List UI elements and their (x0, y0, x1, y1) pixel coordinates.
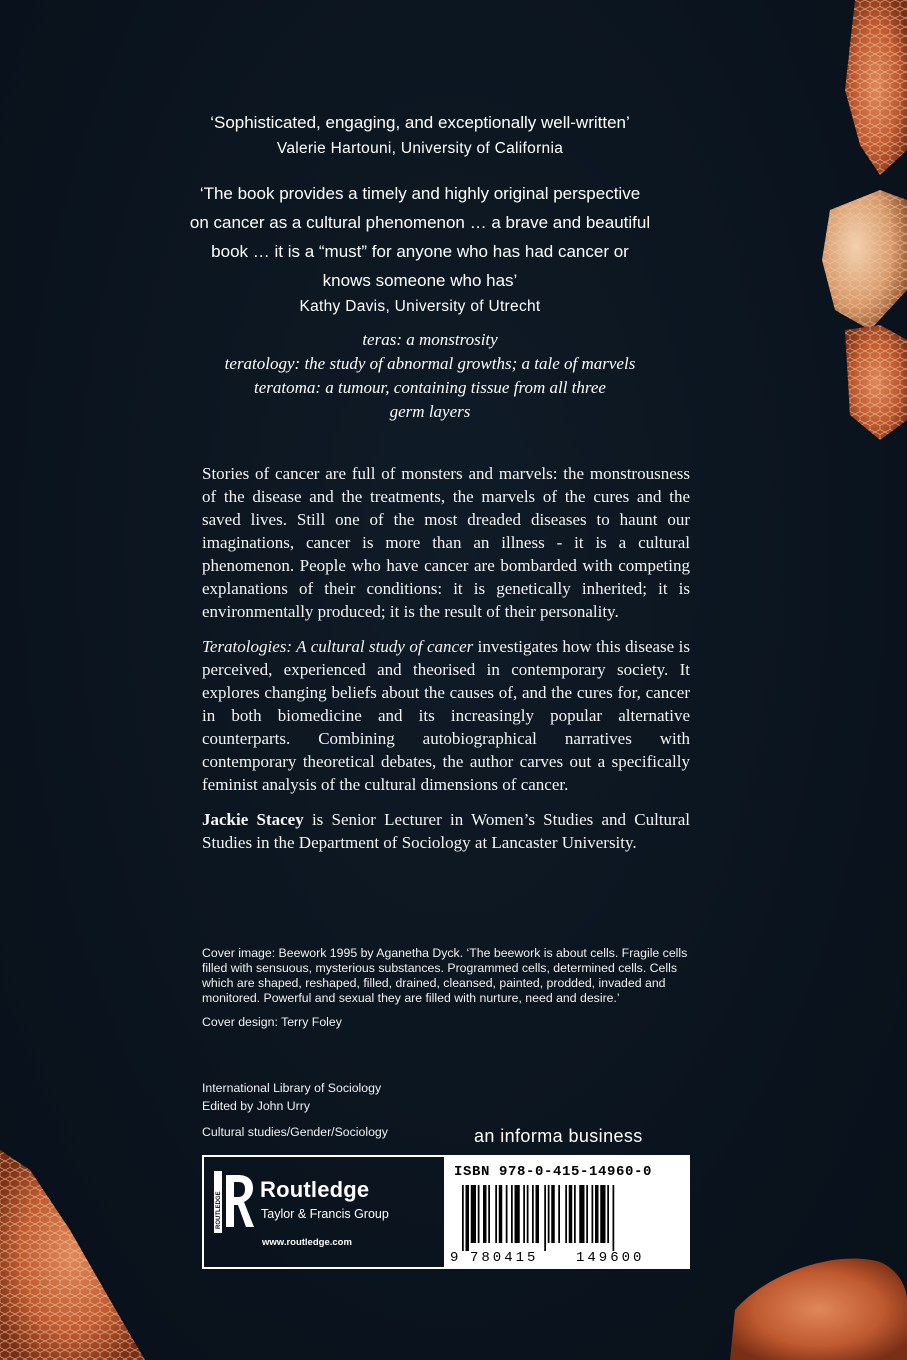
barcode-bar (613, 1185, 615, 1251)
barcode-bar (495, 1185, 497, 1243)
barcode-bar (551, 1185, 555, 1243)
definition-line: teratology: the study of abnormal growths; a tale of marvels (224, 354, 636, 373)
barcode-bar (592, 1185, 594, 1243)
barcode-bar (532, 1185, 534, 1243)
review-attribution-2: Kathy Davis, University of Utrecht (299, 298, 541, 315)
series-info (202, 1079, 502, 1141)
barcode-bar (471, 1185, 476, 1243)
barcode-bar (544, 1185, 546, 1251)
description-paragraph-2-text: investigates how this disease is perceived, experienced and theorised in contemporary society. It explores changing beliefs about the causes of, and the cures for, cancer in both biomedicine and its increasingly popular alternative counterparts. Combining autobiographical narratives with contemporary theoretical debates, the author carves out a specifically feminist analysis of the cultural dimensions of cancer. (202, 637, 690, 794)
author-bio (202, 808, 690, 854)
barcode-digit-first: 9 (450, 1250, 459, 1263)
barcode-panel (444, 1157, 688, 1267)
barcode-bar (548, 1185, 550, 1243)
barcode-bar (569, 1185, 573, 1243)
barcode-bar (586, 1185, 588, 1243)
barcode-bar (499, 1185, 503, 1243)
author-bio-text: is Senior Lecturer in Women’s Studies and Cultural Studies in the Department of Sociology at Lancaster University. (202, 810, 690, 852)
barcode-bars (462, 1185, 614, 1251)
barcode-bar (511, 1185, 513, 1243)
review-quote-2-line: ‘The book provides a timely and highly original perspective (199, 184, 641, 203)
barcode-bar (600, 1185, 605, 1243)
author-name: Jackie Stacey (202, 810, 304, 829)
definition-line: teratoma: a tumour, containing tissue from all three (254, 378, 606, 397)
review-quotes (150, 110, 690, 319)
definitions (170, 328, 690, 424)
publisher-logo-area (204, 1157, 444, 1267)
definition-line: germ layers (389, 402, 471, 421)
barcode-bar (523, 1185, 525, 1243)
review-quote-2-line: book … it is a “must” for anyone who has had cancer or (211, 242, 629, 261)
isbn-number: ISBN 978-0-415-14960-0 (454, 1164, 653, 1180)
barcode-bar (579, 1185, 584, 1243)
barcode-bar (488, 1185, 490, 1243)
review-quote-1: ‘Sophisticated, engaging, and exceptionally well-written’ (210, 113, 630, 132)
barcode-bar (607, 1185, 609, 1243)
publisher-group: Taylor & Francis Group (261, 1207, 389, 1221)
routledge-logo-icon (214, 1171, 254, 1233)
book-description (202, 462, 690, 866)
review-quote-2-line: knows someone who has’ (322, 271, 518, 290)
subject-categories: Cultural studies/Gender/Sociology (202, 1125, 388, 1139)
barcode-bar (565, 1185, 567, 1243)
book-title: Teratologies: A cultural study of cancer (202, 637, 474, 656)
series-editor: Edited by John Urry (202, 1099, 310, 1113)
cover-credits (202, 946, 692, 1039)
barcode-bar (515, 1185, 520, 1243)
review-attribution-1: Valerie Hartouni, University of California (276, 140, 564, 157)
barcode-bar (574, 1185, 576, 1243)
description-paragraph-2 (202, 635, 690, 796)
barcode-bar (506, 1185, 508, 1243)
logo-spine-text: ROUTLEDGE (216, 1191, 222, 1229)
barcode-bar (478, 1185, 480, 1243)
barcode-bar (595, 1185, 599, 1243)
barcode-bar (462, 1185, 464, 1251)
definition-line: teras: a monstrosity (362, 330, 498, 349)
review-quote-2-line: on cancer as a cultural phenomenon … a brave and beautiful (189, 213, 651, 232)
cover-design-credit: Cover design: Terry Foley (202, 1015, 342, 1029)
cover-image-credit: Cover image: Beework 1995 by Aganetha Dyck. ‘The beework is about cells. Fragile cells filled with sensuous, mysterious substances. Programmed cells, determined cells. Cells which are shaped, reshaped, filled, drained, cleansed, painted, prodded, invaded and monitored. Powerful and sexual they are filled with nurture, need and desire.’ (202, 946, 688, 1005)
barcode-digit-group-2: 149600 (576, 1250, 645, 1263)
barcode-bar (466, 1185, 470, 1251)
review-quote-2 (150, 179, 690, 295)
barcode-bar (558, 1185, 560, 1243)
barcode-bar (483, 1185, 487, 1243)
publisher-name: Routledge (260, 1177, 370, 1202)
barcode-bar (527, 1185, 529, 1243)
barcode-bar (536, 1185, 540, 1243)
series-name: International Library of Sociology (202, 1081, 382, 1095)
isbn-barcode (448, 1185, 684, 1263)
publisher-box (202, 1155, 690, 1269)
description-paragraph-1: Stories of cancer are full of monsters and marvels: the monstrousness of the disease and the treatments, the marvels of the cures and the saved lives. Still one of the most dreaded diseases to haunt our imaginations, cancer is more than an illness - it is a cultural phenomenon. People who have cancer are bombarded with competing explanations of their conditions: it is genetically inherited; it is environmentally produced; it is the result of their personality. (202, 464, 690, 621)
publisher-url: www.routledge.com (262, 1237, 352, 1248)
barcode-digit-group-1: 780415 (470, 1250, 539, 1263)
informa-tagline: an informa business (474, 1126, 643, 1146)
